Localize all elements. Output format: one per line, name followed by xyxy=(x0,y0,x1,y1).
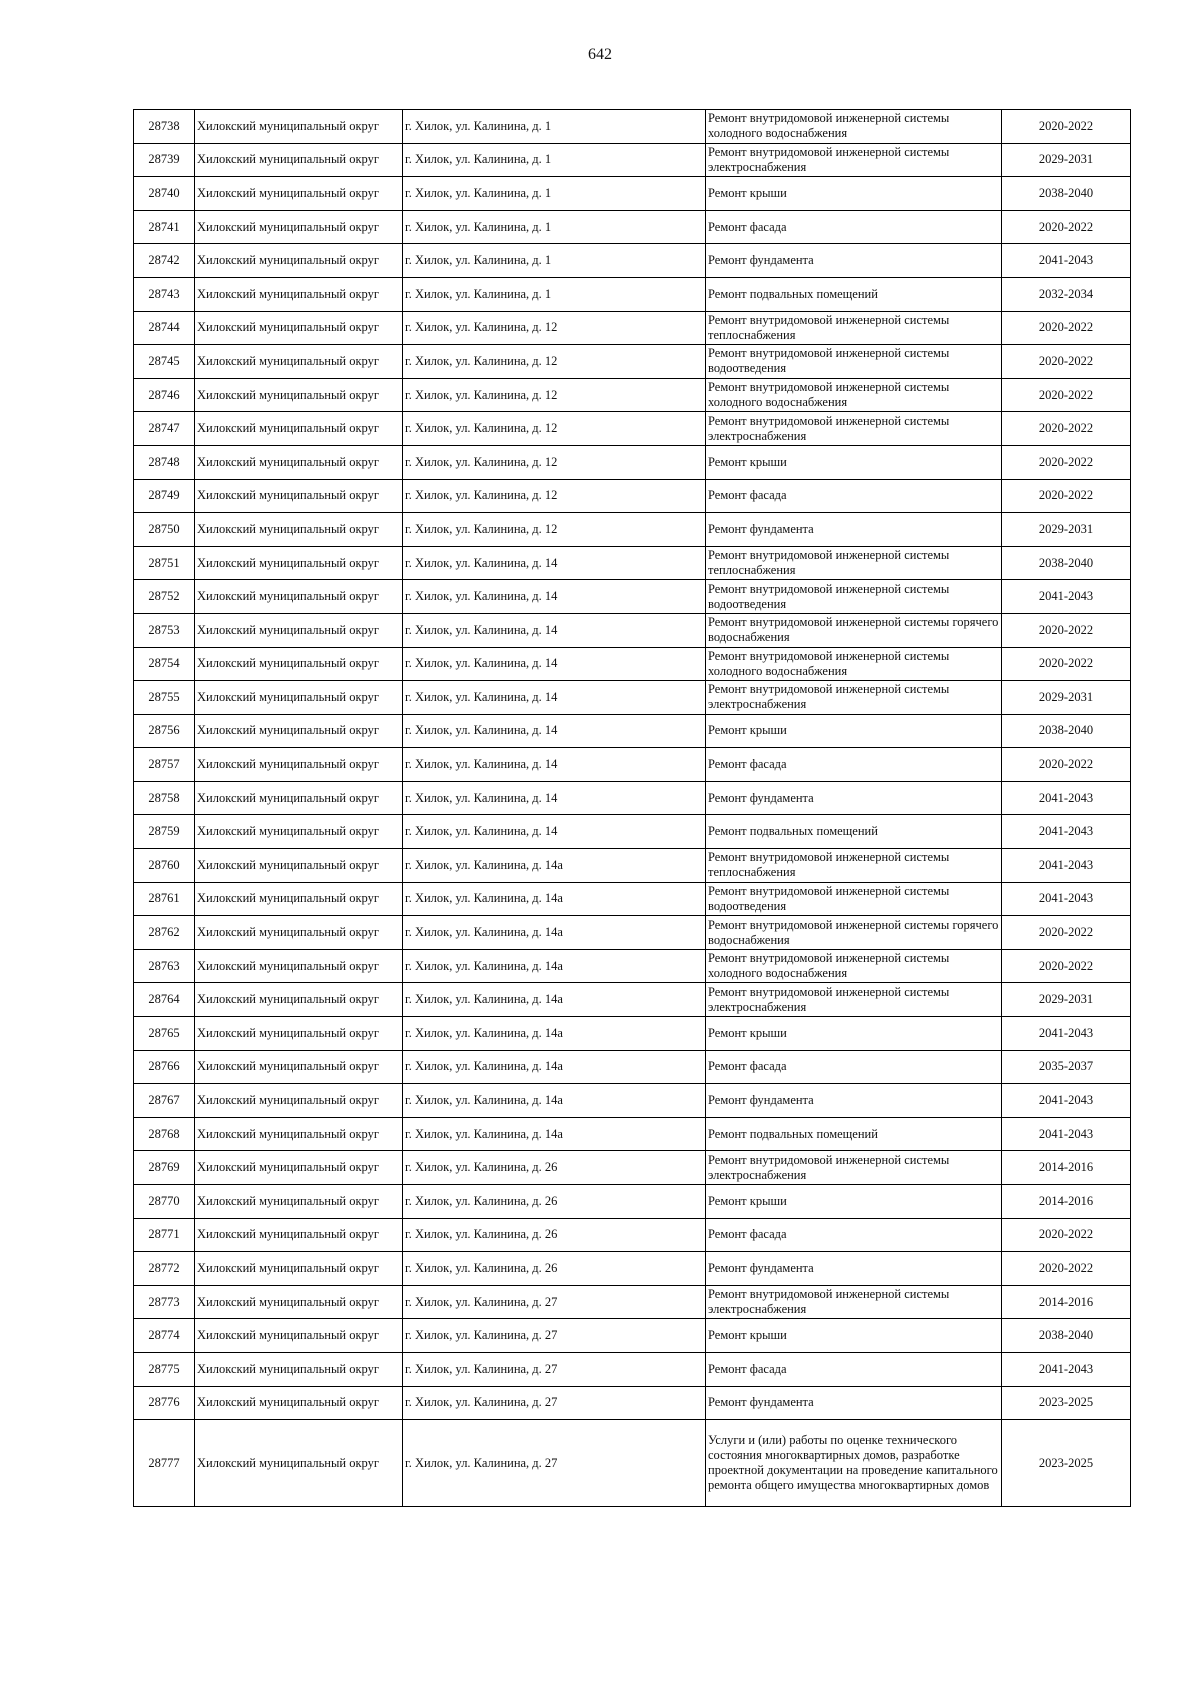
row-number-cell: 28748 xyxy=(134,445,195,479)
period-cell: 2041-2043 xyxy=(1002,1084,1131,1118)
table-row xyxy=(134,714,1131,748)
row-number-cell: 28742 xyxy=(134,244,195,278)
address-cell: г. Хилок, ул. Калинина, д. 14а xyxy=(403,1017,706,1051)
period-cell: 2020-2022 xyxy=(1002,748,1131,782)
work-type-cell: Ремонт фундамента xyxy=(706,244,1002,278)
district-cell: Хилокский муниципальный округ xyxy=(195,378,403,412)
row-number-cell: 28761 xyxy=(134,882,195,916)
work-type-cell: Ремонт внутридомовой инженерной системы водоотведения xyxy=(706,882,1002,916)
work-type-cell: Ремонт фундамента xyxy=(706,1386,1002,1420)
row-number-cell: 28770 xyxy=(134,1185,195,1219)
work-type-cell: Ремонт внутридомовой инженерной системы электроснабжения xyxy=(706,983,1002,1017)
district-cell: Хилокский муниципальный округ xyxy=(195,983,403,1017)
table-row xyxy=(134,1252,1131,1286)
table-row xyxy=(134,1319,1131,1353)
work-type-cell: Ремонт внутридомовой инженерной системы электроснабжения xyxy=(706,412,1002,446)
period-cell: 2014-2016 xyxy=(1002,1285,1131,1319)
row-number-cell: 28776 xyxy=(134,1386,195,1420)
address-cell: г. Хилок, ул. Калинина, д. 14 xyxy=(403,613,706,647)
address-cell: г. Хилок, ул. Калинина, д. 1 xyxy=(403,177,706,211)
table-row xyxy=(134,1050,1131,1084)
work-type-cell: Ремонт фасада xyxy=(706,1218,1002,1252)
district-cell: Хилокский муниципальный округ xyxy=(195,177,403,211)
row-number-cell: 28752 xyxy=(134,580,195,614)
address-cell: г. Хилок, ул. Калинина, д. 12 xyxy=(403,412,706,446)
district-cell: Хилокский муниципальный округ xyxy=(195,345,403,379)
row-number-cell: 28738 xyxy=(134,110,195,144)
work-type-cell: Ремонт внутридомовой инженерной системы холодного водоснабжения xyxy=(706,949,1002,983)
work-type-cell: Ремонт фундамента xyxy=(706,513,1002,547)
period-cell: 2041-2043 xyxy=(1002,815,1131,849)
address-cell: г. Хилок, ул. Калинина, д. 14 xyxy=(403,546,706,580)
row-number-cell: 28745 xyxy=(134,345,195,379)
address-cell: г. Хилок, ул. Калинина, д. 14 xyxy=(403,748,706,782)
table-row xyxy=(134,1352,1131,1386)
work-type-cell: Ремонт крыши xyxy=(706,177,1002,211)
work-type-cell: Ремонт внутридомовой инженерной системы горячего водоснабжения xyxy=(706,613,1002,647)
address-cell: г. Хилок, ул. Калинина, д. 1 xyxy=(403,244,706,278)
district-cell: Хилокский муниципальный округ xyxy=(195,849,403,883)
work-type-cell: Ремонт фундамента xyxy=(706,781,1002,815)
period-cell: 2041-2043 xyxy=(1002,781,1131,815)
district-cell: Хилокский муниципальный округ xyxy=(195,714,403,748)
period-cell: 2020-2022 xyxy=(1002,345,1131,379)
table-row xyxy=(134,1117,1131,1151)
table-row xyxy=(134,916,1131,950)
district-cell: Хилокский муниципальный округ xyxy=(195,580,403,614)
address-cell: г. Хилок, ул. Калинина, д. 12 xyxy=(403,378,706,412)
address-cell: г. Хилок, ул. Калинина, д. 1 xyxy=(403,110,706,144)
work-type-cell: Ремонт фундамента xyxy=(706,1252,1002,1286)
period-cell: 2038-2040 xyxy=(1002,1319,1131,1353)
address-cell: г. Хилок, ул. Калинина, д. 26 xyxy=(403,1151,706,1185)
district-cell: Хилокский муниципальный округ xyxy=(195,244,403,278)
table-body xyxy=(134,110,1131,1507)
row-number-cell: 28753 xyxy=(134,613,195,647)
period-cell: 2029-2031 xyxy=(1002,983,1131,1017)
work-type-cell: Ремонт внутридомовой инженерной системы водоотведения xyxy=(706,580,1002,614)
work-type-cell: Ремонт крыши xyxy=(706,1319,1002,1353)
row-number-cell: 28747 xyxy=(134,412,195,446)
address-cell: г. Хилок, ул. Калинина, д. 14 xyxy=(403,815,706,849)
table-row xyxy=(134,546,1131,580)
row-number-cell: 28740 xyxy=(134,177,195,211)
work-type-cell: Ремонт подвальных помещений xyxy=(706,815,1002,849)
district-cell: Хилокский муниципальный округ xyxy=(195,210,403,244)
table-row xyxy=(134,1218,1131,1252)
period-cell: 2020-2022 xyxy=(1002,479,1131,513)
district-cell: Хилокский муниципальный округ xyxy=(195,647,403,681)
district-cell: Хилокский муниципальный округ xyxy=(195,1352,403,1386)
address-cell: г. Хилок, ул. Калинина, д. 14 xyxy=(403,647,706,681)
table-row xyxy=(134,882,1131,916)
address-cell: г. Хилок, ул. Калинина, д. 14а xyxy=(403,1050,706,1084)
work-type-cell: Ремонт фасада xyxy=(706,1050,1002,1084)
period-cell: 2029-2031 xyxy=(1002,143,1131,177)
row-number-cell: 28755 xyxy=(134,681,195,715)
district-cell: Хилокский муниципальный округ xyxy=(195,681,403,715)
district-cell: Хилокский муниципальный округ xyxy=(195,277,403,311)
period-cell: 2041-2043 xyxy=(1002,580,1131,614)
district-cell: Хилокский муниципальный округ xyxy=(195,1319,403,1353)
period-cell: 2014-2016 xyxy=(1002,1185,1131,1219)
row-number-cell: 28768 xyxy=(134,1117,195,1151)
period-cell: 2020-2022 xyxy=(1002,412,1131,446)
table-row xyxy=(134,1420,1131,1507)
table-row xyxy=(134,1084,1131,1118)
address-cell: г. Хилок, ул. Калинина, д. 14 xyxy=(403,580,706,614)
address-cell: г. Хилок, ул. Калинина, д. 26 xyxy=(403,1185,706,1219)
district-cell: Хилокский муниципальный округ xyxy=(195,1185,403,1219)
period-cell: 2020-2022 xyxy=(1002,378,1131,412)
table-row xyxy=(134,748,1131,782)
period-cell: 2020-2022 xyxy=(1002,916,1131,950)
work-type-cell: Ремонт крыши xyxy=(706,714,1002,748)
work-type-cell: Ремонт фундамента xyxy=(706,1084,1002,1118)
work-type-cell: Ремонт внутридомовой инженерной системы электроснабжения xyxy=(706,681,1002,715)
row-number-cell: 28775 xyxy=(134,1352,195,1386)
period-cell: 2014-2016 xyxy=(1002,1151,1131,1185)
work-type-cell: Ремонт внутридомовой инженерной системы теплоснабжения xyxy=(706,311,1002,345)
work-type-cell: Ремонт фасада xyxy=(706,1352,1002,1386)
period-cell: 2041-2043 xyxy=(1002,1017,1131,1051)
work-type-cell: Ремонт внутридомовой инженерной системы электроснабжения xyxy=(706,143,1002,177)
address-cell: г. Хилок, ул. Калинина, д. 14а xyxy=(403,983,706,1017)
address-cell: г. Хилок, ул. Калинина, д. 12 xyxy=(403,445,706,479)
row-number-cell: 28762 xyxy=(134,916,195,950)
period-cell: 2038-2040 xyxy=(1002,546,1131,580)
work-type-cell: Ремонт крыши xyxy=(706,445,1002,479)
table-row xyxy=(134,378,1131,412)
work-type-cell: Ремонт внутридомовой инженерной системы холодного водоснабжения xyxy=(706,378,1002,412)
district-cell: Хилокский муниципальный округ xyxy=(195,1151,403,1185)
address-cell: г. Хилок, ул. Калинина, д. 12 xyxy=(403,345,706,379)
period-cell: 2023-2025 xyxy=(1002,1420,1131,1507)
table-row xyxy=(134,681,1131,715)
table-row xyxy=(134,1185,1131,1219)
table-row xyxy=(134,613,1131,647)
table-row xyxy=(134,647,1131,681)
district-cell: Хилокский муниципальный округ xyxy=(195,445,403,479)
address-cell: г. Хилок, ул. Калинина, д. 14 xyxy=(403,781,706,815)
row-number-cell: 28750 xyxy=(134,513,195,547)
table-row xyxy=(134,177,1131,211)
district-cell: Хилокский муниципальный округ xyxy=(195,882,403,916)
period-cell: 2041-2043 xyxy=(1002,1117,1131,1151)
address-cell: г. Хилок, ул. Калинина, д. 27 xyxy=(403,1319,706,1353)
address-cell: г. Хилок, ул. Калинина, д. 14а xyxy=(403,1117,706,1151)
period-cell: 2020-2022 xyxy=(1002,311,1131,345)
table-row xyxy=(134,949,1131,983)
address-cell: г. Хилок, ул. Калинина, д. 12 xyxy=(403,479,706,513)
work-type-cell: Ремонт внутридомовой инженерной системы электроснабжения xyxy=(706,1151,1002,1185)
district-cell: Хилокский муниципальный округ xyxy=(195,949,403,983)
row-number-cell: 28774 xyxy=(134,1319,195,1353)
district-cell: Хилокский муниципальный округ xyxy=(195,1386,403,1420)
row-number-cell: 28758 xyxy=(134,781,195,815)
table-row xyxy=(134,345,1131,379)
work-type-cell: Ремонт внутридомовой инженерной системы водоотведения xyxy=(706,345,1002,379)
repair-schedule-table xyxy=(133,109,1131,1507)
table-row xyxy=(134,143,1131,177)
work-type-cell: Ремонт внутридомовой инженерной системы холодного водоснабжения xyxy=(706,647,1002,681)
row-number-cell: 28754 xyxy=(134,647,195,681)
table-row xyxy=(134,1151,1131,1185)
district-cell: Хилокский муниципальный округ xyxy=(195,1084,403,1118)
district-cell: Хилокский муниципальный округ xyxy=(195,110,403,144)
district-cell: Хилокский муниципальный округ xyxy=(195,412,403,446)
table-row xyxy=(134,513,1131,547)
row-number-cell: 28746 xyxy=(134,378,195,412)
row-number-cell: 28777 xyxy=(134,1420,195,1507)
district-cell: Хилокский муниципальный округ xyxy=(195,1420,403,1507)
row-number-cell: 28772 xyxy=(134,1252,195,1286)
district-cell: Хилокский муниципальный округ xyxy=(195,1050,403,1084)
row-number-cell: 28760 xyxy=(134,849,195,883)
period-cell: 2041-2043 xyxy=(1002,244,1131,278)
table-row xyxy=(134,983,1131,1017)
period-cell: 2020-2022 xyxy=(1002,613,1131,647)
row-number-cell: 28763 xyxy=(134,949,195,983)
address-cell: г. Хилок, ул. Калинина, д. 1 xyxy=(403,143,706,177)
district-cell: Хилокский муниципальный округ xyxy=(195,546,403,580)
period-cell: 2032-2034 xyxy=(1002,277,1131,311)
district-cell: Хилокский муниципальный округ xyxy=(195,143,403,177)
period-cell: 2041-2043 xyxy=(1002,1352,1131,1386)
table-row xyxy=(134,580,1131,614)
work-type-cell: Ремонт фасада xyxy=(706,748,1002,782)
period-cell: 2020-2022 xyxy=(1002,445,1131,479)
address-cell: г. Хилок, ул. Калинина, д. 26 xyxy=(403,1252,706,1286)
address-cell: г. Хилок, ул. Калинина, д. 27 xyxy=(403,1420,706,1507)
table-row xyxy=(134,277,1131,311)
work-type-cell: Ремонт фасада xyxy=(706,479,1002,513)
row-number-cell: 28767 xyxy=(134,1084,195,1118)
work-type-cell: Ремонт фасада xyxy=(706,210,1002,244)
table-row xyxy=(134,210,1131,244)
work-type-cell: Ремонт крыши xyxy=(706,1017,1002,1051)
table-row xyxy=(134,110,1131,144)
row-number-cell: 28741 xyxy=(134,210,195,244)
table-row xyxy=(134,1017,1131,1051)
row-number-cell: 28749 xyxy=(134,479,195,513)
address-cell: г. Хилок, ул. Калинина, д. 14а xyxy=(403,849,706,883)
work-type-cell: Ремонт внутридомовой инженерной системы горячего водоснабжения xyxy=(706,916,1002,950)
district-cell: Хилокский муниципальный округ xyxy=(195,613,403,647)
row-number-cell: 28766 xyxy=(134,1050,195,1084)
district-cell: Хилокский муниципальный округ xyxy=(195,815,403,849)
row-number-cell: 28773 xyxy=(134,1285,195,1319)
address-cell: г. Хилок, ул. Калинина, д. 14а xyxy=(403,1084,706,1118)
address-cell: г. Хилок, ул. Калинина, д. 27 xyxy=(403,1352,706,1386)
work-type-cell: Ремонт внутридомовой инженерной системы электроснабжения xyxy=(706,1285,1002,1319)
district-cell: Хилокский муниципальный округ xyxy=(195,781,403,815)
row-number-cell: 28765 xyxy=(134,1017,195,1051)
table-row xyxy=(134,1285,1131,1319)
table-row xyxy=(134,849,1131,883)
address-cell: г. Хилок, ул. Калинина, д. 14 xyxy=(403,714,706,748)
row-number-cell: 28764 xyxy=(134,983,195,1017)
table-row xyxy=(134,1386,1131,1420)
district-cell: Хилокский муниципальный округ xyxy=(195,1218,403,1252)
district-cell: Хилокский муниципальный округ xyxy=(195,1285,403,1319)
row-number-cell: 28743 xyxy=(134,277,195,311)
table-row xyxy=(134,412,1131,446)
row-number-cell: 28757 xyxy=(134,748,195,782)
address-cell: г. Хилок, ул. Калинина, д. 14а xyxy=(403,882,706,916)
address-cell: г. Хилок, ул. Калинина, д. 1 xyxy=(403,277,706,311)
district-cell: Хилокский муниципальный округ xyxy=(195,916,403,950)
table-row xyxy=(134,781,1131,815)
row-number-cell: 28744 xyxy=(134,311,195,345)
period-cell: 2023-2025 xyxy=(1002,1386,1131,1420)
period-cell: 2020-2022 xyxy=(1002,210,1131,244)
row-number-cell: 28751 xyxy=(134,546,195,580)
row-number-cell: 28769 xyxy=(134,1151,195,1185)
work-type-cell: Ремонт внутридомовой инженерной системы теплоснабжения xyxy=(706,546,1002,580)
period-cell: 2029-2031 xyxy=(1002,681,1131,715)
district-cell: Хилокский муниципальный округ xyxy=(195,1252,403,1286)
period-cell: 2020-2022 xyxy=(1002,949,1131,983)
address-cell: г. Хилок, ул. Калинина, д. 1 xyxy=(403,210,706,244)
work-type-cell: Ремонт подвальных помещений xyxy=(706,277,1002,311)
address-cell: г. Хилок, ул. Калинина, д. 14а xyxy=(403,949,706,983)
period-cell: 2035-2037 xyxy=(1002,1050,1131,1084)
page-number: 642 xyxy=(588,46,612,63)
row-number-cell: 28759 xyxy=(134,815,195,849)
row-number-cell: 28771 xyxy=(134,1218,195,1252)
work-type-cell: Ремонт внутридомовой инженерной системы холодного водоснабжения xyxy=(706,110,1002,144)
district-cell: Хилокский муниципальный округ xyxy=(195,1017,403,1051)
district-cell: Хилокский муниципальный округ xyxy=(195,513,403,547)
period-cell: 2038-2040 xyxy=(1002,177,1131,211)
table-row xyxy=(134,244,1131,278)
address-cell: г. Хилок, ул. Калинина, д. 14а xyxy=(403,916,706,950)
period-cell: 2020-2022 xyxy=(1002,647,1131,681)
row-number-cell: 28739 xyxy=(134,143,195,177)
period-cell: 2041-2043 xyxy=(1002,849,1131,883)
row-number-cell: 28756 xyxy=(134,714,195,748)
period-cell: 2020-2022 xyxy=(1002,1218,1131,1252)
table-row xyxy=(134,479,1131,513)
table-row xyxy=(134,815,1131,849)
address-cell: г. Хилок, ул. Калинина, д. 12 xyxy=(403,311,706,345)
district-cell: Хилокский муниципальный округ xyxy=(195,748,403,782)
district-cell: Хилокский муниципальный округ xyxy=(195,311,403,345)
district-cell: Хилокский муниципальный округ xyxy=(195,1117,403,1151)
address-cell: г. Хилок, ул. Калинина, д. 26 xyxy=(403,1218,706,1252)
address-cell: г. Хилок, ул. Калинина, д. 27 xyxy=(403,1285,706,1319)
address-cell: г. Хилок, ул. Калинина, д. 12 xyxy=(403,513,706,547)
table-row xyxy=(134,311,1131,345)
period-cell: 2020-2022 xyxy=(1002,1252,1131,1286)
address-cell: г. Хилок, ул. Калинина, д. 27 xyxy=(403,1386,706,1420)
address-cell: г. Хилок, ул. Калинина, д. 14 xyxy=(403,681,706,715)
period-cell: 2020-2022 xyxy=(1002,110,1131,144)
period-cell: 2041-2043 xyxy=(1002,882,1131,916)
work-type-cell: Ремонт внутридомовой инженерной системы теплоснабжения xyxy=(706,849,1002,883)
district-cell: Хилокский муниципальный округ xyxy=(195,479,403,513)
work-type-cell: Ремонт подвальных помещений xyxy=(706,1117,1002,1151)
work-type-cell: Ремонт крыши xyxy=(706,1185,1002,1219)
table-row xyxy=(134,445,1131,479)
period-cell: 2038-2040 xyxy=(1002,714,1131,748)
work-type-cell: Услуги и (или) работы по оценке технического состояния многоквартирных домов, разработке проектной документации на проведение капитального ремонта общего имущества многоквартирных домов xyxy=(706,1420,1002,1507)
period-cell: 2029-2031 xyxy=(1002,513,1131,547)
